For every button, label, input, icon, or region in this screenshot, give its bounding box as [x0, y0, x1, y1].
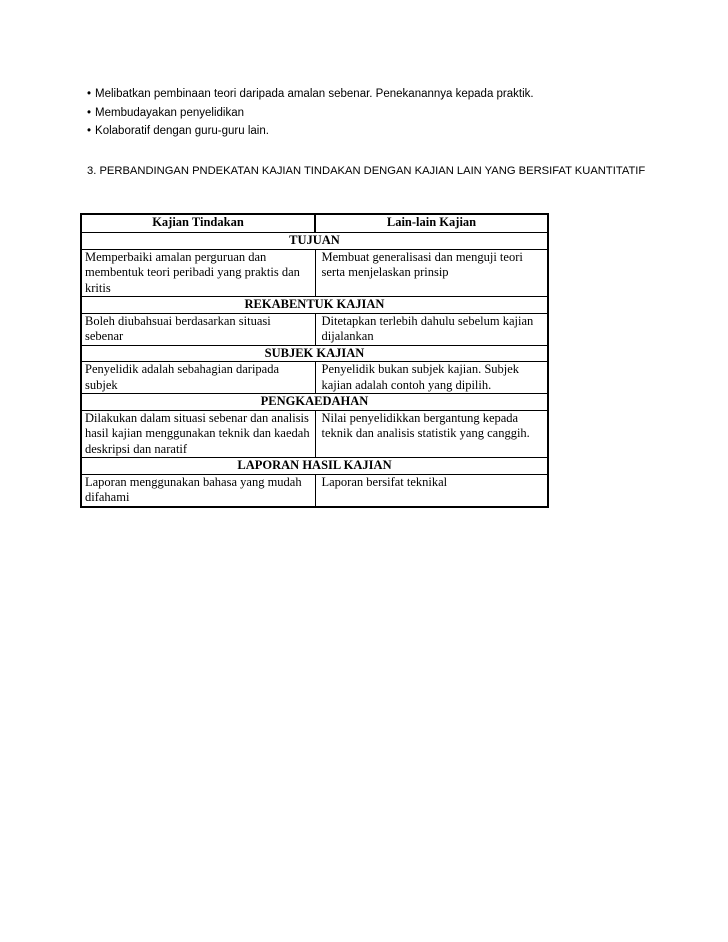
table-cell: Ditetapkan terlebih dahulu sebelum kajian dijalankan: [315, 313, 548, 345]
section-row-laporan: [81, 458, 548, 475]
column-header-kajian-tindakan: Kajian Tindakan: [81, 214, 315, 233]
table-header-row: [81, 214, 548, 233]
section-title: PENGKAEDAHAN: [81, 394, 548, 411]
section-title: TUJUAN: [81, 233, 548, 250]
table-cell: Membuat generalisasi dan menguji teori serta menjelaskan prinsip: [315, 249, 548, 297]
section-row-subjek: [81, 345, 548, 362]
table-cell: Penyelidik adalah sebahagian daripada subjek: [81, 362, 315, 394]
section-row-tujuan: [81, 233, 548, 250]
section-title: SUBJEK KAJIAN: [81, 345, 548, 362]
table-row: [81, 249, 548, 297]
table-cell: Memperbaiki amalan perguruan dan membentuk teori peribadi yang praktis dan kritis: [81, 249, 315, 297]
section-title: REKABENTUK KAJIAN: [81, 297, 548, 314]
column-header-lain-lain-kajian: Lain-lain Kajian: [315, 214, 548, 233]
section-title: LAPORAN HASIL KAJIAN: [81, 458, 548, 475]
table-row: [81, 474, 548, 507]
bullet-list: [87, 85, 534, 141]
section-heading: 3. PERBANDINGAN PNDEKATAN KAJIAN TINDAKAN DENGAN KAJIAN LAIN YANG BERSIFAT KUANTITATIF: [87, 165, 646, 177]
section-row-rekabentuk: [81, 297, 548, 314]
table-cell: Boleh diubahsuai berdasarkan situasi sebenar: [81, 313, 315, 345]
table-cell: Laporan bersifat teknikal: [321, 474, 448, 489]
comparison-table: [80, 213, 549, 508]
bullet-item: • Melibatkan pembinaan teori daripada amalan sebenar. Penekanannya kepada praktik.: [87, 85, 534, 104]
table-cell: Penyelidik bukan subjek kajian. Subjek kajian adalah contoh yang dipilih.: [315, 362, 548, 394]
table-row: [81, 362, 548, 394]
table-cell: Nilai penyelidikkan bergantung kepada teknik dan analisis statistik yang canggih.: [315, 410, 548, 458]
table-row: [81, 313, 548, 345]
table-row: [81, 410, 548, 458]
bullet-item: • Membudayakan penyelidikan: [87, 104, 534, 123]
table-cell: Dilakukan dalam situasi sebenar dan analisis hasil kajian menggunakan teknik dan kaedah deskripsi dan naratif: [81, 410, 315, 458]
table-cell: Laporan menggunakan bahasa yang mudah difahami: [81, 474, 315, 507]
bullet-item: • Kolaboratif dengan guru-guru lain.: [87, 122, 534, 141]
section-row-pengkaedahan: [81, 394, 548, 411]
